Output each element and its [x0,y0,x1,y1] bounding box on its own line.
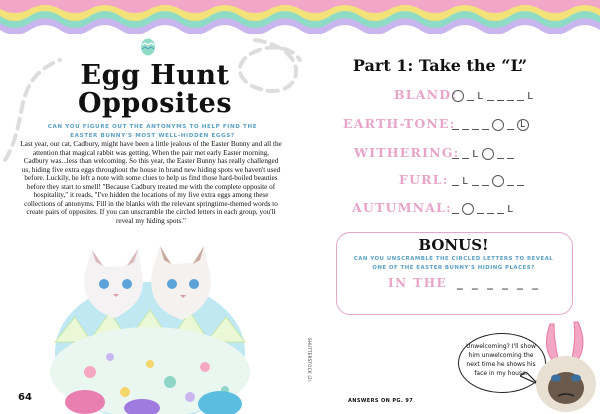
circled-blank [452,90,464,102]
blank [517,91,524,101]
bonus-answer-prefix: IN THE [388,276,448,290]
circled-letter-l: L [517,119,529,131]
blank [497,149,504,159]
clue-2-blanks [452,119,532,131]
clue-2-word: EARTH-TONE: [343,116,456,131]
speech-bubble-text: Unwelcoming? I'll show him unwelcoming the next time he shows his face in my house. [466,343,536,377]
bonus-answer-blanks: _ _ _ _ _ _ [456,279,540,290]
clue-5-blanks [452,203,517,215]
blank [472,120,479,130]
letter-l: L [477,90,484,102]
wavy-border [0,0,600,34]
circled-blank [492,175,504,187]
blank [507,120,514,130]
story-paragraph: Last year, our cat, Cadbury, might have been a little jealous of the Easter Bunny and all the attention that magical rabbit was getting. When the pair met early Easter morning, Cadbury was...less than welcoming. So this year, the Easter Bunny has really challenged us, hiding five extra eggs throughout the house in brand new hiding spots we haven't used before. Luckily, he left a note with some clues to help us find those hard-boiled beauties before they start to smell! "Because Cadbury treated me with the complete opposite of hospitality," it reads, "I've hidden the locations of my five extra eggs among these collections of antonyms. Fill in the blanks with the relevant springtime-themed words to create pairs of opposites. If you can unscramble the circled letters in each group, you'll reveal my hiding spots." [20,140,282,225]
blank [487,91,494,101]
letter-l: L [472,148,479,160]
clue-4-blanks [452,175,527,187]
blank [517,176,524,186]
part-1-heading: Part 1: Take the “L” [352,56,528,75]
letter-l: L [507,203,514,215]
clue-3-blanks [452,148,517,160]
bonus-answer-line [388,276,540,290]
page-subtitle: CAN YOU FIGURE OUT THE ANTONYMS TO HELP FIND THE EASTER BUNNY'S MOST WELL-HIDDEN EGGS? [47,124,258,139]
title-line-1: Egg Hunt [80,60,230,91]
kittens-in-egg-photo [30,232,270,414]
blank [467,91,474,101]
blank [477,204,484,214]
blank [462,120,469,130]
circled-blank [482,148,494,160]
answers-note: ANSWERS ON PG. 97 [348,398,414,404]
blank [472,176,479,186]
blank [452,176,459,186]
bonus-heading: BONUS! [418,236,489,254]
blank [452,204,459,214]
clue-5-word: AUTUMNAL: [352,200,452,215]
clue-4-word: FURL: [399,172,449,187]
page-number: 64 [18,392,32,403]
page-title [60,62,250,118]
bonus-instructions: CAN YOU UNSCRAMBLE THE CIRCLED LETTERS TO REVEAL ONE OF THE EASTER BUNNY'S HIDING PLACES? [353,256,554,271]
blank [452,149,459,159]
circled-blank [492,119,504,131]
title-line-2: Opposites [77,88,233,119]
blank [507,149,514,159]
clue-1-blanks [452,90,537,102]
blank [482,120,489,130]
blank [507,176,514,186]
easter-egg-icon [140,36,156,56]
clue-1-word: BLAND: [394,87,458,102]
blank [507,91,514,101]
blank [497,91,504,101]
blank [452,120,459,130]
photo-credit: SHUTTERSTOCK (2) [307,338,312,382]
blank [462,149,469,159]
letter-l: L [527,90,534,102]
circled-blank [462,203,474,215]
letter-l: L [462,175,469,187]
blank [482,176,489,186]
blank [497,204,504,214]
clue-3-word: WITHERING: [354,145,460,160]
grumpy-cat-bunny-ears-photo [528,318,600,414]
blank [487,204,494,214]
